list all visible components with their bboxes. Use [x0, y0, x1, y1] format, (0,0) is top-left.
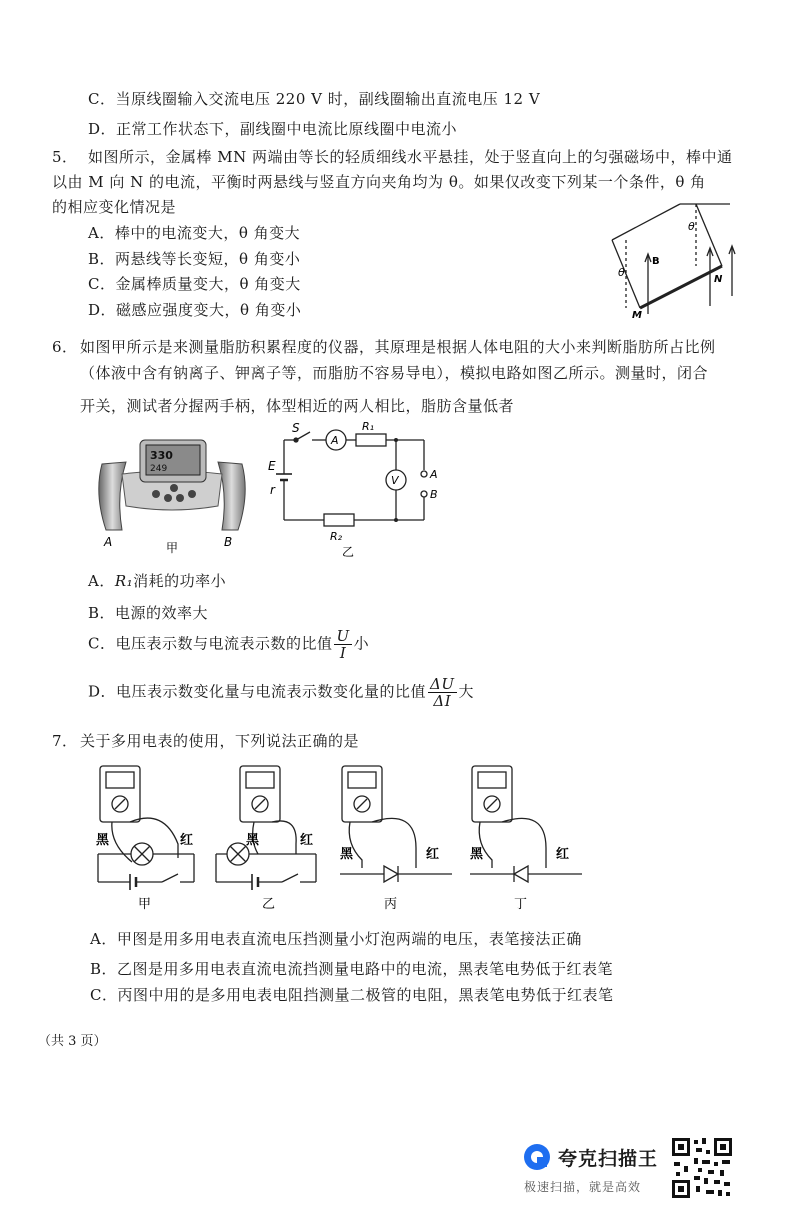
- device-screen-reading-1: 330: [150, 449, 173, 462]
- q6-number: 6．: [52, 338, 78, 356]
- field-label-b: B: [652, 256, 660, 267]
- probe-label-black: 黑: [470, 847, 484, 862]
- probe-label-red: 红: [556, 847, 570, 862]
- q7-option-c: C．丙图中用的是多用电表电阻挡测量二极管的电阻，黑表笔电势低于红表笔: [90, 986, 614, 1004]
- q5-option-d: D．磁感应强度变大，θ 角变小: [88, 301, 302, 319]
- option-text: 消耗的功率小: [133, 572, 227, 590]
- numerator: ΔU: [430, 675, 455, 693]
- scanner-logo-icon: [522, 1142, 552, 1172]
- switch-label-s: S: [292, 421, 300, 435]
- figure-label-jia: 甲: [166, 541, 179, 555]
- resistor-r2-label: R₂: [330, 530, 343, 543]
- option-text: D．电压表示数变化量与电流表示数变化量的比值: [88, 682, 427, 701]
- watermark-slogan: 极速扫描，就是高效: [524, 1180, 642, 1194]
- figure-label-bing: 丙: [384, 897, 398, 912]
- theta-label-right: θ: [688, 220, 695, 233]
- numerator: U: [336, 627, 350, 645]
- probe-label-red: 红: [180, 833, 194, 848]
- watermark-brand: 夸克扫描王: [558, 1148, 659, 1170]
- q6-option-b: B．电源的效率大: [88, 604, 209, 622]
- resistor-r1-label: R₁: [362, 420, 375, 433]
- rod-end-m: M: [632, 310, 642, 320]
- fat-meter-device: [92, 434, 252, 558]
- option-text-end: 大: [458, 682, 475, 701]
- r1-symbol: R₁: [114, 572, 134, 590]
- q6-option-c: [88, 628, 369, 661]
- terminal-a-label: A: [430, 468, 438, 481]
- q5-stem-line1: 如图所示，金属棒 MN 两端由等长的轻质细线水平悬挂，处于竖直向上的匀强磁场中，棒中通: [88, 148, 733, 166]
- option-text: C．电压表示数与电流表示数的比值: [88, 634, 333, 653]
- qr-code-icon: [670, 1136, 734, 1200]
- probe-label-black: 黑: [96, 833, 110, 848]
- circuit-diagram: [264, 420, 454, 560]
- q6-stem-line2: （体液中含有钠离子、钾离子等，而脂肪不容易导电），模拟电路如图乙所示。测量时，闭合: [80, 364, 709, 382]
- denominator: ΔI: [433, 692, 452, 710]
- figure-label-yi: 乙: [342, 545, 355, 559]
- probe-label-red: 红: [300, 833, 314, 848]
- figure-label-yi: 乙: [262, 897, 276, 912]
- handle-label-b: B: [224, 535, 233, 549]
- multimeter-figure-bing: [336, 764, 456, 912]
- q5-stem-line3: 的相应变化情况是: [52, 198, 177, 216]
- multimeter-figure-yi: [210, 764, 322, 912]
- q4-option-c: C．当原线圈输入交流电压 220 V 时，副线圈输出直流电压 12 V: [88, 90, 541, 108]
- q6-option-a: [88, 570, 226, 591]
- q5-option-c: C．金属棒质量变大，θ 角变大: [88, 275, 301, 293]
- rod-end-n: N: [714, 274, 723, 285]
- q7-option-a: A．甲图是用多用电表直流电压挡测量小灯泡两端的电压，表笔接法正确: [90, 930, 582, 948]
- probe-label-black: 黑: [340, 847, 354, 862]
- q6-stem-line3: 开关，测试者分握两手柄，体型相近的两人相比，脂肪含量低者: [80, 397, 515, 415]
- voltmeter-symbol: V: [391, 474, 399, 487]
- q5-rod-figure: [596, 196, 742, 320]
- q5-number: 5．: [52, 148, 78, 166]
- fraction-u-over-i: [334, 628, 351, 661]
- fraction-du-over-di: [428, 676, 456, 709]
- q5-stem-line2: 以由 M 向 N 的电流，平衡时两悬线与竖直方向夹角均为 θ。如果仅改变下列某一个条件，θ 角: [52, 173, 706, 191]
- multimeter-figure-jia: [92, 764, 200, 912]
- theta-label-left: θ: [618, 266, 625, 279]
- q7-stem: 关于多用电表的使用，下列说法正确的是: [80, 732, 360, 750]
- q5-option-b: B．两悬线等长变短，θ 角变小: [88, 250, 301, 268]
- figure-label-ding: 丁: [514, 897, 528, 912]
- option-letter: A．: [88, 572, 115, 590]
- handle-label-a: A: [104, 535, 113, 549]
- ammeter-symbol: A: [331, 434, 339, 447]
- internal-resistance-label: r: [270, 483, 275, 497]
- option-text-end: 小: [353, 634, 370, 653]
- q6-stem-line1: 如图甲所示是来测量脂肪积累程度的仪器，其原理是根据人体电阻的大小来判断脂肪所占比例: [80, 338, 716, 356]
- device-screen-reading-2: 249: [150, 464, 168, 474]
- denominator: I: [339, 644, 347, 662]
- figure-label-jia: 甲: [138, 897, 152, 912]
- q6-option-d: [88, 676, 474, 709]
- emf-label-e: E: [268, 459, 276, 473]
- q5-option-a: A．棒中的电流变大，θ 角变大: [88, 224, 301, 242]
- q4-option-d: D．正常工作状态下，副线圈中电流比原线圈中电流小: [88, 120, 458, 138]
- probe-label-red: 红: [426, 847, 440, 862]
- terminal-b-label: B: [430, 488, 438, 501]
- q7-option-b: B．乙图是用多用电表直流电流挡测量电路中的电流，黑表笔电势低于红表笔: [90, 960, 614, 978]
- probe-label-black: 黑: [246, 833, 260, 848]
- q7-number: 7．: [52, 732, 78, 750]
- multimeter-figure-ding: [466, 764, 586, 912]
- page-count-footer: （共 3 页）: [38, 1034, 107, 1049]
